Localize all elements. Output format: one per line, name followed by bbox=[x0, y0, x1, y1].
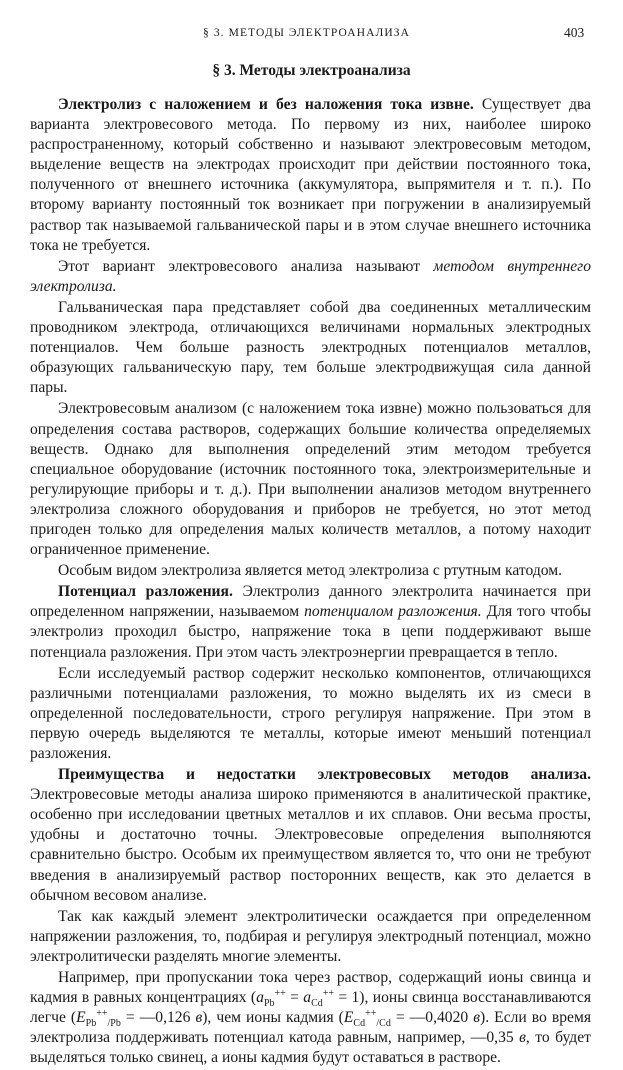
activity-symbol: a bbox=[256, 989, 264, 1007]
superscript: ++ bbox=[96, 1008, 108, 1020]
paragraph-text: = —0,126 bbox=[120, 1009, 196, 1027]
paragraph-mercury-cathode bbox=[30, 561, 591, 581]
paragraph-text: Электровесовым анализом (с наложением тока извне) можно пользоваться для определения состава растворов, содержащих большие количества определяемых веществ. Однако для выполнения определений этим методом требуется специальное оборудование (источник постоянного тока, электроизмерительные и регулирующие приборы и т. д.). При выполнении анализов методом внутреннего электролиза сложного оборудования и приборов не требуется, но этот метод пригоден только для определения малых количеств металлов, а потому находит ограниченное применение. bbox=[30, 400, 591, 559]
paragraph-text: = —0,4020 bbox=[390, 1009, 474, 1027]
paragraph-text: Например, при пропускании тока через раствор, содержащий ионы свинца и кадмия в равных концентрациях ( bbox=[30, 969, 591, 1007]
potential-symbol: E bbox=[76, 1009, 86, 1027]
paragraph-separation-sequence bbox=[30, 664, 591, 764]
paragraph-text: = 1), ионы свинца восстанавливаются легче ( bbox=[30, 989, 592, 1027]
paragraph-text: = bbox=[285, 989, 304, 1007]
paragraph-text: Существует два варианта электровесового метода. По первому из них, наиболее широко распространенному, который собственно и называют электровесовым методом, выделение веществ на электродах происходит при действии постоянного тока, полученного от внешнего источника (аккумулятора, выпрямителя и т. п.). По второму варианту постоянный ток возникает при погружении в анализируемый раствор так называемой гальванической пары и в этом случае внешнего источника тока не требуется. bbox=[30, 96, 591, 254]
subscript: /Cd bbox=[376, 1018, 391, 1030]
paragraph-text: Электролиз данного электролита начинается при определенном напряжении, называемом bbox=[30, 583, 592, 621]
paragraph-element-separation bbox=[30, 907, 591, 967]
italic-term: потенциалом разложения. bbox=[304, 603, 482, 621]
unit-volt: в bbox=[473, 1009, 481, 1027]
italic-term: методом внутреннего электролиза. bbox=[30, 257, 592, 295]
paragraph-lead-cadmium-example bbox=[30, 968, 591, 1068]
subscript: Pb bbox=[85, 1018, 97, 1030]
unit-volt: в bbox=[519, 1029, 526, 1047]
paragraph-text: Если исследуемый раствор содержит несколько компонентов, отличающихся различными потенциалами разложения, то можно выделять их из смеси в определенной последовательности, строго регулируя напряжение. При этом в первую очередь выделяются те металлы, которые имеют меньший потенциал разложения. bbox=[30, 664, 591, 762]
paragraph-text: ). Если во время электролиза поддерживать потенциал катода равным, например, —0,35 bbox=[30, 1009, 592, 1047]
potential-symbol: E bbox=[343, 1009, 354, 1027]
section-title: § 3. Методы электроанализа bbox=[212, 62, 411, 79]
paragraph-electrolysis-variants bbox=[30, 95, 591, 256]
paragraph-text: Электровесовые методы анализа широко применяются в аналитической практике, особенно при исследовании цветных металлов и их сплавов. Они весьма просты, удобны и достаточно точны. Электровесовые определения выполняются сравнительно быстро. Особым их преимуществом является то, что они не требуют введения в анализируемый раствор посторонних веществ, как это делается в обычном весовом анализе. bbox=[30, 786, 591, 904]
paragraph-decomposition-potential bbox=[30, 582, 591, 662]
superscript: ++ bbox=[322, 987, 335, 999]
paragraph-heading: Потенциал разложения. bbox=[58, 583, 233, 601]
paragraph-text: ), чем ионы кадмия ( bbox=[202, 1009, 344, 1027]
unit-volt: в bbox=[195, 1009, 203, 1027]
activity-symbol: a bbox=[303, 989, 312, 1007]
subscript: Cd bbox=[353, 1018, 366, 1030]
paragraph-text: Для того чтобы электролиз проходил быстро, напряжение тока в цепи поддерживают выше потенциала разложения. При этом часть электроэнергии превращается в тепло. bbox=[30, 603, 591, 661]
running-head: § 3. МЕТОДЫ ЭЛЕКТРОАНАЛИЗА bbox=[203, 27, 411, 39]
superscript: ++ bbox=[365, 1008, 377, 1020]
paragraph-text: Этот вариант электровесового анализа называют bbox=[58, 257, 434, 275]
paragraph-galvanic-pair bbox=[30, 298, 591, 398]
paragraph-text: Особым видом электролиза является метод электролиза с ртутным катодом. bbox=[58, 562, 563, 580]
page-number: 403 bbox=[564, 25, 585, 40]
paragraph-text: Так как каждый элемент электролитически осаждается при определенном напряжении разложения, то, подбирая и регулируя электродный потенциал, можно электролитически разделять многие элементы. bbox=[30, 907, 591, 965]
superscript: ++ bbox=[274, 987, 286, 999]
subscript: /Pb bbox=[107, 1018, 121, 1030]
paragraph-text: Гальваническая пара представляет собой два соединенных металлическим проводником электрода, отличающихся величинами нормальных электродных потенциалов. Чем больше разность электродных потенциалов металлов, образующих гальваническую пару, тем больше электродвижущая сила данной пары. bbox=[30, 298, 591, 397]
paragraph-electrogravimetry-use bbox=[30, 399, 591, 560]
paragraph-heading: Преимущества и недостатки электровесовых методов анализа. bbox=[58, 766, 591, 784]
body-text bbox=[30, 95, 591, 1070]
subscript: Pb bbox=[263, 998, 275, 1010]
paragraph-advantages bbox=[30, 765, 591, 906]
paragraph-text: , то будет выделяться только свинец, а ионы кадмия будут оставаться в растворе. bbox=[30, 1029, 591, 1067]
paragraph-internal-electrolysis bbox=[30, 257, 591, 297]
paragraph-heading: Электролиз с наложением и без наложения тока извне. bbox=[58, 96, 474, 113]
subscript: Cd bbox=[311, 998, 323, 1010]
